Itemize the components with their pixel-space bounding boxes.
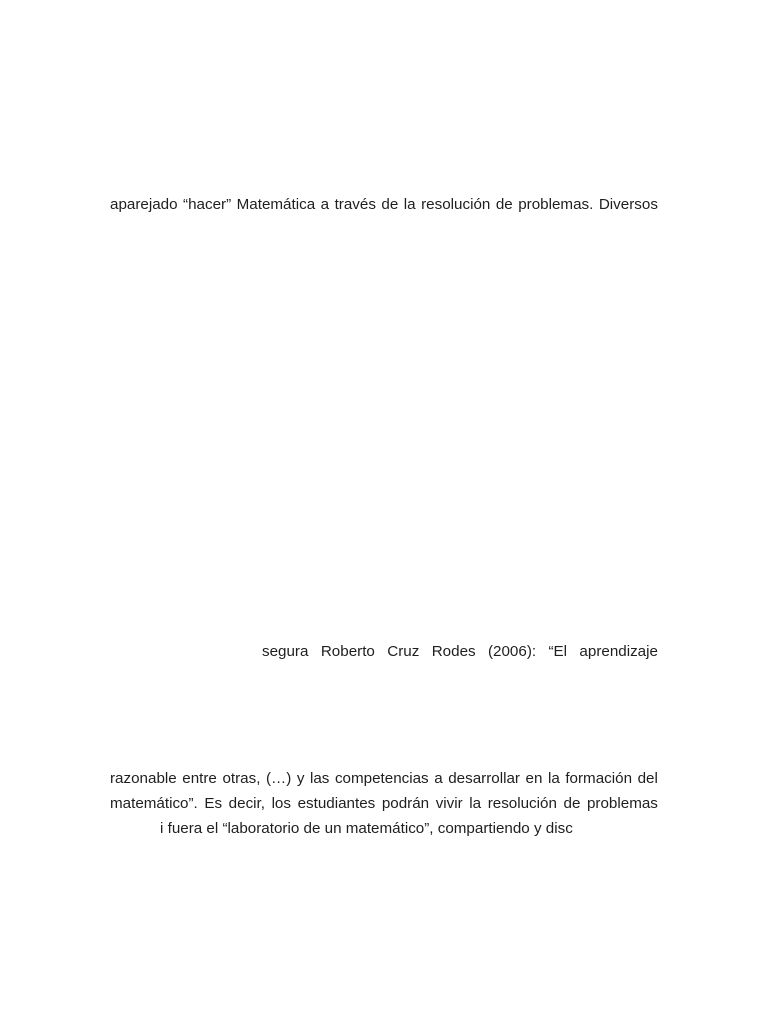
word: aparejado: [110, 196, 178, 213]
word: vivir: [435, 795, 463, 812]
word: del: [637, 770, 658, 787]
word: segura: [262, 643, 309, 660]
word: problemas.: [518, 196, 594, 213]
word: la: [403, 196, 416, 213]
text-line-1: [110, 195, 658, 215]
text-line-5: i fuera el “laboratorio de un matemático”, compartiendo y disc: [160, 820, 573, 837]
word: formación: [565, 770, 633, 787]
word: Diversos: [598, 196, 658, 213]
word: las: [309, 770, 330, 787]
word: la: [469, 795, 482, 812]
word: Cruz: [387, 643, 420, 660]
word: y: [296, 770, 305, 787]
word: Matemática: [236, 196, 316, 213]
word: “hacer”: [183, 196, 232, 213]
word: Es: [204, 795, 223, 812]
word: los: [271, 795, 291, 812]
word: a: [320, 196, 330, 213]
word: en: [525, 770, 543, 787]
word: aprendizaje: [579, 643, 658, 660]
word: estudiantes: [297, 795, 376, 812]
word: matemático”.: [110, 795, 198, 812]
word: la: [547, 770, 560, 787]
word: Roberto: [320, 643, 375, 660]
word: decir,: [228, 795, 265, 812]
word: de: [563, 795, 581, 812]
word: desarrollar: [448, 770, 520, 787]
word: entre: [182, 770, 217, 787]
word: resolución: [487, 795, 557, 812]
word: otras,: [222, 770, 261, 787]
word: de: [381, 196, 399, 213]
word: competencias: [334, 770, 429, 787]
word: través: [334, 196, 376, 213]
word: (…): [265, 770, 292, 787]
word: resolución: [421, 196, 491, 213]
word: de: [495, 196, 513, 213]
word: (2006):: [487, 643, 537, 660]
text-line-2: [262, 642, 658, 662]
word: “El: [548, 643, 568, 660]
word: razonable: [110, 770, 177, 787]
text-line-4: [110, 794, 658, 814]
word: problemas: [586, 795, 658, 812]
text-line-3: [110, 769, 658, 789]
word: a: [434, 770, 443, 787]
word: podrán: [381, 795, 430, 812]
word: Rodes: [431, 643, 476, 660]
